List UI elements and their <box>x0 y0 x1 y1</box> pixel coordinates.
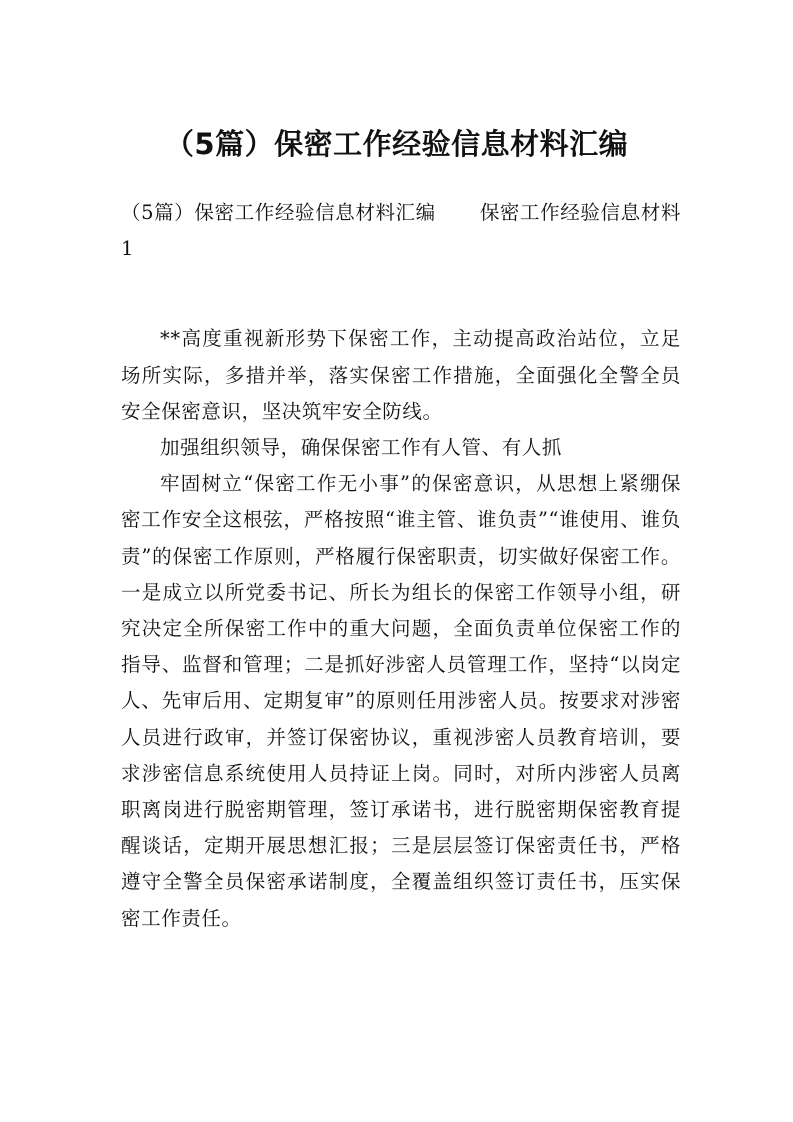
paragraph-heading: 加强组织领导，确保保密工作有人管、有人抓 <box>160 436 563 460</box>
section-spacer <box>121 267 681 321</box>
document-title: （5篇）保密工作经验信息材料汇编 <box>164 127 629 161</box>
paragraph-intro: **高度重视新形势下保密工作，主动提高政治站位，立足场所实际，多措并举，落实保密工作措施，全面强化全警全员安全保密意识，坚决筑牢安全防线。 <box>121 327 681 423</box>
document-body <box>121 195 681 937</box>
subtitle-left: （5篇）保密工作经验信息材料汇编 <box>121 201 436 224</box>
document-subtitle <box>121 195 681 267</box>
paragraph-details: 牢固树立“保密工作无小事”的保密意识，从思想上紧绷保密工作安全这根弦，严格按照“谁主管、谁负责”“谁使用、谁负责”的保密工作原则，严格履行保密职责，切实做好保密工作。一是成立以所党委书记、所长为组长的保密工作领导小组，研究决定全所保密工作中的重大问题，全面负责单位保密工作的指导、监督和管理；二是抓好涉密人员管理工作，坚持“以岗定人、先审后用、定期复审”的原则任用涉密人员。按要求对涉密人员进行政审，并签订保密协议，重视涉密人员教育培训，要求涉密信息系统使用人员持证上岗。同时，对所内涉密人员离职离岗进行脱密期管理，签订承诺书，进行脱密期保密教育提醒谈话，定期开展思想汇报；三是层层签订保密责任书，严格遵守全警全员保密承诺制度，全覆盖组织签订责任书，压实保密工作责任。 <box>121 472 681 930</box>
subtitle-right: 保密工作经验信息材料1 <box>121 201 681 261</box>
